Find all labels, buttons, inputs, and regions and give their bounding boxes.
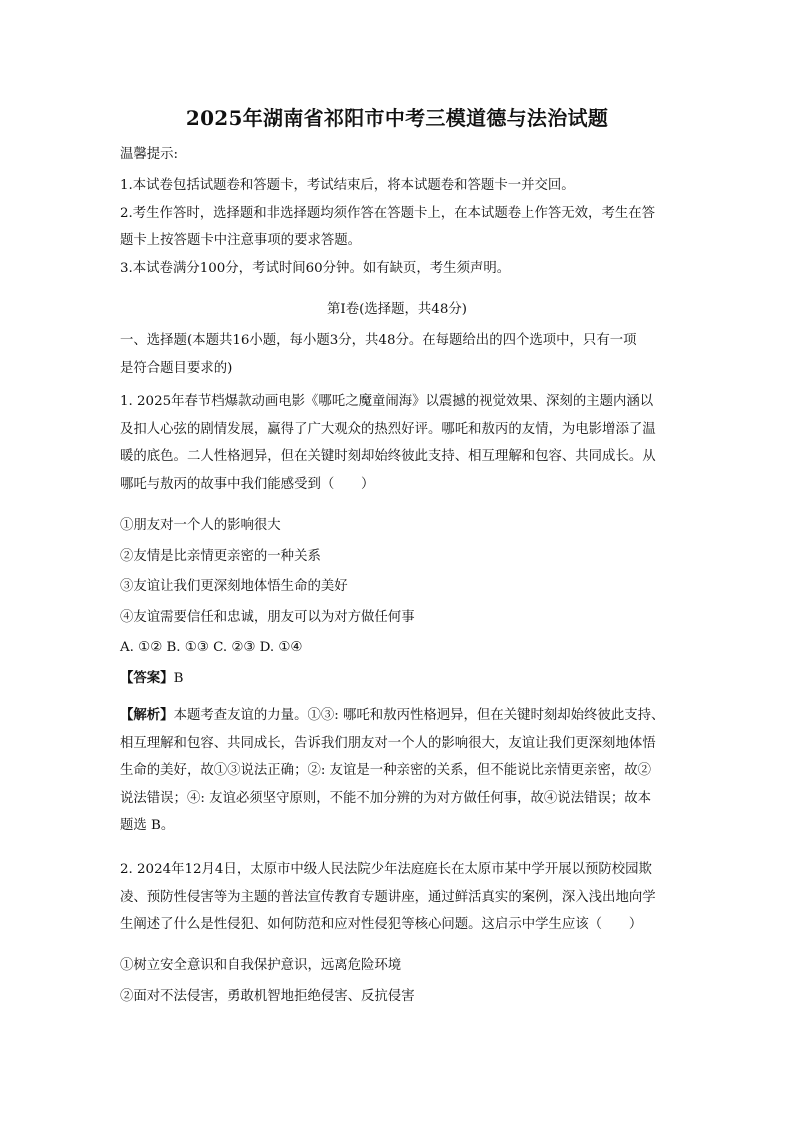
q2-options: [120, 952, 675, 1010]
section-intro-line-2: 是符合题目要求的): [120, 360, 233, 376]
page-title: 2025年湖南省祁阳市中考三模道德与法治试题: [185, 106, 609, 130]
q1-stem-line-3: 暖的底色。二人性格迥异，但在关键时刻却始终彼此支持、相互理解和包容、共同成长。从: [120, 449, 656, 464]
question-2: [120, 856, 675, 939]
notice-item-2: 2.考生作答时，选择题和非选择题均须作答在答题卡上，在本试题卷上作答无效，考生在答: [120, 205, 656, 221]
q1-option-4: ④友谊需要信任和忠诚，朋友可以为对方做任何事: [120, 609, 415, 625]
q1-choices: A. ①② B. ①③ C. ②③ D. ①④: [120, 640, 303, 655]
answer-label: 【答案】: [120, 669, 174, 686]
notice-item-3: 3.本试卷满分100分，考试时间60分钟。如有缺页，考生须声明。: [120, 260, 511, 276]
q1-option-2: ②友情是比亲情更亲密的一种关系: [120, 548, 321, 564]
q1-analysis-line-5: 题选 B。: [120, 818, 175, 833]
section-intro-line-1: 一、选择题(本题共16小题，每小题3分，共48分。在每题给出的四个选项中，只有一项: [120, 333, 637, 348]
q1-options: [120, 512, 675, 692]
q2-stem-line-2: 凌、预防性侵害等为主题的普法宣传教育专题讲座，通过鲜活真实的案例，深入浅出地向学: [120, 889, 656, 905]
q2-option-1: ①树立安全意识和自我保护意识，远离危险环境: [120, 958, 402, 973]
q1-option-3: ③友谊让我们更深刻地体悟生命的美好: [120, 579, 348, 594]
q1-analysis-line-4: 说法错误；④: 友谊必须坚守原则，不能不加分辨的为对方做任何事，故④说法错误；故本: [120, 790, 651, 806]
q1-stem-line-1: 1. 2025年春节档爆款动画电影《哪吒之魔童闹海》以震撼的视觉效果、深刻的主题内涵以: [120, 394, 654, 409]
q1-stem-line-4: 哪吒与敖丙的故事中我们能感受到（ ）: [120, 476, 375, 492]
q1-answer: [120, 665, 675, 693]
q1-analysis-line-3: 生命的美好，故①③说法正确；②: 友谊是一种亲密的关系，但不能说比亲情更亲密，故②: [120, 763, 651, 778]
notice-heading: 温馨提示:: [120, 147, 179, 162]
q1-analysis-line-2: 相互理解和包容、共同成长，告诉我们朋友对一个人的影响很大，友谊让我们更深刻地体悟: [120, 735, 656, 751]
q2-stem-line-1: 2. 2024年12月4日，太原市中级人民法院少年法庭庭长在太原市某中学开展以预防校园欺: [120, 862, 652, 877]
analysis-text-1: 本题考查友谊的力量。①③: 哪吒和敖丙性格迥异，但在关键时刻却始终彼此支持、: [173, 708, 665, 723]
q1-stem-line-2: 及扣人心弦的剧情发展，赢得了广大观众的热烈好评。哪吒和敖丙的友情，为电影增添了温: [120, 421, 656, 437]
q2-stem-line-3: 生阐述了什么是性侵犯、如何防范和应对性侵犯等核心问题。这启示中学生应该（ ）: [120, 917, 643, 932]
section-intro: [120, 327, 675, 382]
q2-option-2: ②面对不法侵害，勇敢机智地拒绝侵害、反抗侵害: [120, 988, 415, 1004]
analysis-label: 【解析】: [120, 707, 174, 723]
notice-items: [120, 172, 675, 282]
notice-item-1: 1.本试卷包括试题卷和答题卡，考试结束后，将本试题卷和答题卡一并交回。: [120, 178, 575, 193]
section-title: 第Ⅰ卷(选择题，共48分): [327, 302, 467, 317]
answer-value: B: [173, 670, 184, 686]
notice-item-2-cont: 题卡上按答题卡中注意事项的要求答题。: [120, 233, 362, 248]
q1-analysis-line-1: [120, 702, 675, 730]
question-1: [120, 388, 675, 498]
q1-option-1: ①朋友对一个人的影响很大: [120, 518, 281, 533]
q1-analysis: [120, 702, 675, 840]
notice-block: [120, 141, 675, 169]
